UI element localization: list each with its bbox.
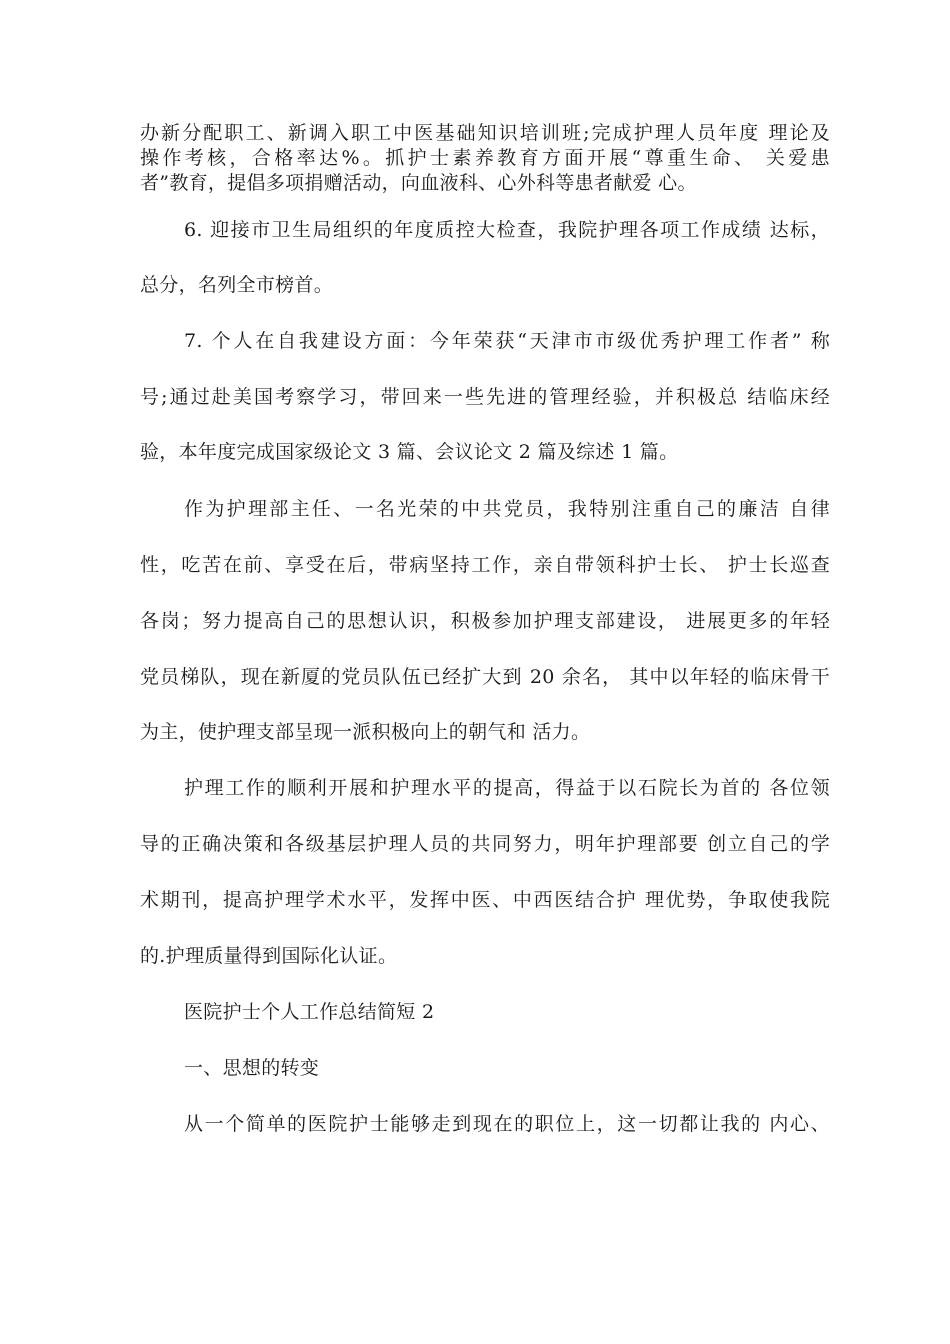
text-line: 各岗；努力提高自己的思想认识，积极参加护理支部建设， 进展更多的年轻	[140, 610, 830, 632]
text-line: 党员梯队，现在新厦的党员队伍已经扩大到 20 余名， 其中以年轻的临床骨干	[140, 666, 830, 688]
text-line: 为主，使护理支部呈现一派积极向上的朝气和 活力。	[140, 721, 591, 743]
text-line: 者”教育，提倡多项捐赠活动，向血液科、心外科等患者献爱 心。	[140, 172, 697, 194]
text-line: 操作考核，合格率达%。抓护士素养教育方面开展“尊重生命、 关爱患	[140, 147, 830, 169]
section-title: 医院护士个人工作总结简短 2	[184, 1001, 435, 1023]
text-line: 护理工作的顺利开展和护理水平的提高，得益于以石院长为首的 各位领	[184, 777, 830, 799]
text-line: 总分，名列全市榜首。	[140, 274, 334, 296]
text-line: 从一个简单的医院护士能够走到现在的职位上，这一切都让我的 内心、	[184, 1113, 830, 1135]
text-line: 作为护理部主任、一名光荣的中共党员，我特别注重自己的廉洁 自律	[184, 498, 830, 520]
section-heading: 一、思想的转变	[184, 1057, 320, 1079]
text-line: 术期刊，提高护理学术水平，发挥中医、中西医结合护 理优势，争取使我院	[140, 889, 830, 911]
text-line: 号;通过赴美国考察学习，带回来一些先进的管理经验，并积极总 结临床经	[140, 386, 830, 408]
text-line: 性，吃苦在前、享受在后，带病坚持工作，亲自带领科护士长、 护士长巡查	[140, 554, 830, 576]
text-line: 办新分配职工、新调入职工中医基础知识培训班;完成护理人员年度 理论及	[140, 122, 830, 144]
text-line: 6. 迎接市卫生局组织的年度质控大检查，我院护理各项工作成绩 达标，	[184, 219, 830, 241]
text-line: 的.护理质量得到国际化认证。	[140, 945, 398, 967]
text-line: 导的正确决策和各级基层护理人员的共同努力，明年护理部要 创立自己的学	[140, 833, 830, 855]
text-line: 7. 个人在自我建设方面：今年荣获“天津市市级优秀护理工作者” 称	[184, 330, 830, 352]
text-line: 验，本年度完成国家级论文 3 篇、会议论文 2 篇及综述 1 篇。	[140, 441, 679, 463]
